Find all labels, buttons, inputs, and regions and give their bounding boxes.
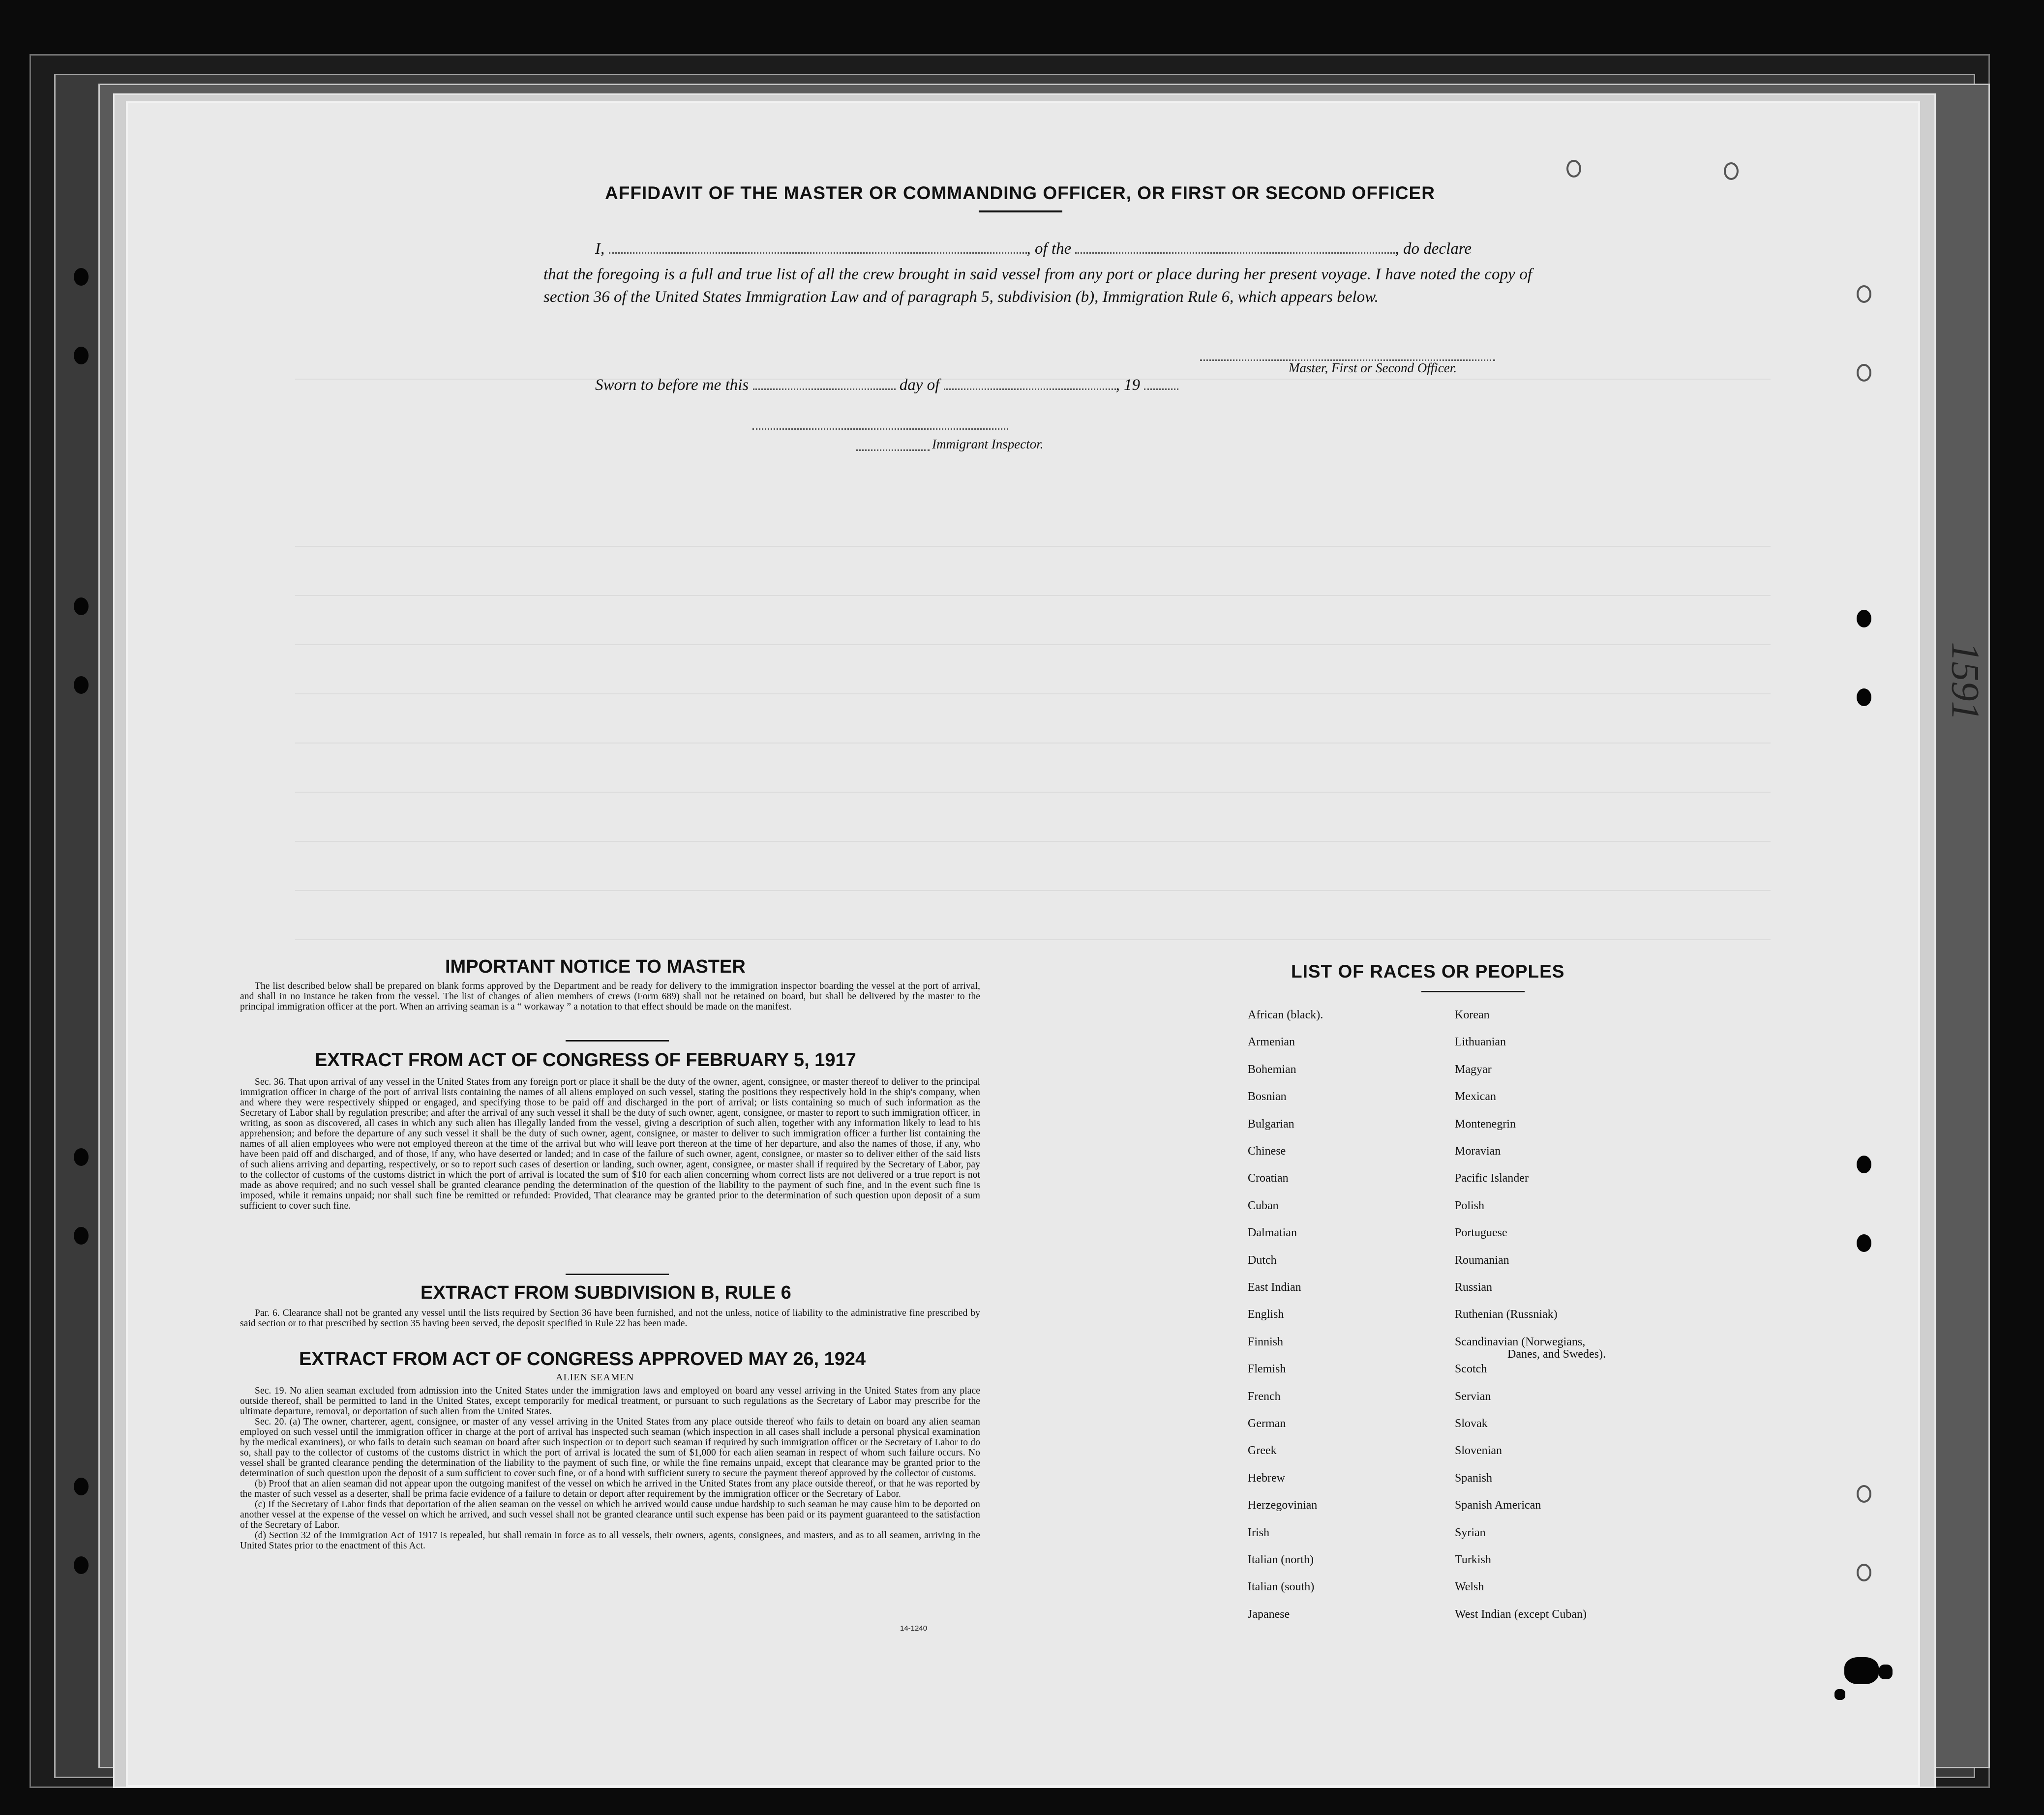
punch-hole [1857,285,1871,303]
race-item: Korean [1455,1009,1490,1021]
title-underline [979,210,1062,212]
inspector-signature-line [752,425,1008,430]
affidavit-body: that the foregoing is a full and true list of all the crew brought in said vessel from any port or place during her present voyage. I have noted the copy of section 36 of the United States Immigration Law and of paragraph 5, subdivision (b), Immigration Rule 6, which appears below. [543,266,1532,306]
extract-1917-text [240,1077,980,1211]
race-item: Japanese [1248,1607,1290,1621]
month-blank [944,386,1116,390]
punch-hole [1857,1564,1871,1581]
races-title-underline [1421,991,1525,992]
race-item: Italian (north) [1248,1553,1314,1566]
race-item: Portuguese [1455,1226,1507,1240]
affidavit-title: AFFIDAVIT OF THE MASTER OR COMMANDING OFFICER, OR FIRST OR SECOND OFFICER [605,183,1435,203]
extract-1924-title: EXTRACT FROM ACT OF CONGRESS APPROVED MAY 26, 1924 [299,1349,866,1369]
race-item: Spanish [1455,1471,1493,1485]
punch-hole [1857,1156,1871,1173]
notice-text [240,981,980,1012]
punch-hole [1857,610,1871,627]
inspector-signature-dots [856,446,930,451]
race-item: Mexican [1455,1090,1496,1103]
race-item: Armenian [1248,1036,1295,1049]
extract-1924-text [240,1386,980,1551]
race-item: Chinese [1248,1145,1286,1158]
inspector-signature-label: Immigrant Inspector. [932,437,1044,451]
race-item: Turkish [1455,1553,1491,1566]
punch-hole [74,1227,89,1245]
extract-rule6-text [240,1308,980,1329]
extract-1924-paragraph: (d) Section 32 of the Immigration Act of 1917 is repealed, but shall remain in force as to all vessels, their owners, agents, consignees, and masters, and as to all seamen, arriving in the United States prior to the enactment of this Act. [240,1530,980,1551]
race-item: Ruthenian (Russniak) [1455,1308,1558,1321]
sworn-day-of: day of [899,376,940,394]
race-item: East Indian [1248,1281,1301,1294]
extract-1924-subtitle: ALIEN SEAMEN [556,1372,634,1383]
affidavit-declaration-line [595,240,1472,258]
race-item: Magyar [1455,1063,1492,1076]
race-item: Montenegrin [1455,1117,1516,1131]
race-item: Herzegovinian [1248,1499,1318,1512]
master-signature-label: Master, First or Second Officer. [1289,360,1457,375]
ink-blot [1844,1657,1879,1684]
extract-1924-paragraph: Sec. 20. (a) The owner, charterer, agent, consignee, or master of any vessel arriving in the United States from any place outside thereof who fails to detain on board any alien seaman employed on such vessel until the immigration officer in charge at the port of arrival has inspected such seaman (which inspection in all cases shall include a personal physical examination by the medical examiners), or who fails to detain such seaman on board after such inspection or to deport such seaman if required by such immigration officer or the Secretary of Labor to do so, shall pay to the collector of customs of the customs district in which the port of arrival is located the sum of $1,000 for each alien seaman in respect of whom such failure occurs. No vessel shall be granted clearance pending the determination of the liability to the payment of such fine, or while the fine remains unpaid, except that clearance may be granted prior to the determination of such question upon the deposit of a sum sufficient to cover such fine, or of a bond with sufficient surety to secure the payment thereof approved by the collector of customs. [240,1417,980,1479]
race-item: Greek [1248,1444,1277,1458]
extract-rule6-paragraph: Par. 6. Clearance shall not be granted any vessel until the lists required by Section 36 have been furnished, and not the unless, notice of liability to the administrative fine prescribed by said section or to that prescribed by section 35 having been served, the deposit specified in Rule 22 has been made. [240,1308,980,1329]
races-title: LIST OF RACES OR PEOPLES [1291,961,1565,982]
race-item: Spanish American [1455,1499,1541,1512]
ink-blot [1879,1665,1893,1679]
race-item: Bosnian [1248,1090,1287,1103]
punch-hole [1857,1485,1871,1503]
race-item: Flemish [1248,1363,1286,1376]
punch-hole [1566,160,1581,178]
race-item: Irish [1248,1526,1269,1539]
section-divider [566,1274,669,1275]
form-number: 14-1240 [900,1624,928,1633]
day-blank [753,386,896,390]
race-item: Slovenian [1455,1444,1502,1458]
notice-paragraph: The list described below shall be prepared on blank forms approved by the Department and be ready for delivery to the immigration inspector boarding the vessel at the port of arrival, and shall in no instance be taken from the vessel. The list of changes of alien members of crews (Form 689) shall not be retained on board, but shall be delivered by the master to the principal immigration officer at the port. When an arriving seaman is a “ workaway ” a notation to that effect should be made on the manifest. [240,981,980,1012]
punch-hole [74,676,89,694]
punch-hole [1857,688,1871,706]
extract-1924-paragraph: (c) If the Secretary of Labor finds that deportation of the alien seaman on the vessel on which he arrived would cause undue hardship to such seaman he may cause him to be deported on another vessel at the expense of the vessel on which he arrived, and such vessel shall not be granted clearance until such expense has been paid or its payment guaranteed to the satisfaction of the Secretary of Labor. [240,1499,980,1530]
sworn-year: , 19 [1115,376,1141,394]
year-blank [1144,386,1178,390]
extract-1917-paragraph: Sec. 36. That upon arrival of any vessel in the United States from any foreign port or place it shall be the duty of the owner, agent, consignee, or master thereof to deliver to the principal immigration officer in charge of the port of arrival lists containing the names of all aliens employed on such vessel, stating the positions they respectively hold in the ship's company, when and where they were respectively shipped or engaged, and specifying those to be paid off and discharged in the port of arrival; or lists containing so much of such information as the Secretary of Labor shall by regulation prescribe; and after the arrival of any such vessel it shall be the duty of such owner, agent, consignee, or master to report to such immigration officer, in writing, as soon as discovered, all cases in which any such alien has illegally landed from the vessel, giving a description of such alien, together with any information likely to lead to his apprehension; and before the departure of any such vessel it shall be the duty of such owner, agent, consignee, or master to deliver to such immigration officer a further list containing the names of all alien employees who were not employed thereon at the time of the arrival but who will leave port thereon at the time of her departure, and also the names of those, if any, who have been paid off and discharged, and of those, if any, who have deserted or landed; and in case of the failure of such owner, agent, consignee, or master so to deliver either of the said lists of such aliens arriving and departing, respectively, or so to report such cases of desertion or landing, such owner, agent, consignee, or master shall if required by the Secretary of Labor, pay to the collector of customs of the customs district in which the port of arrival is located the sum of $10 for each alien concerning whom correct lists are not delivered or a true report is not made as above required; and no such vessel shall be granted clearance pending the determination of the question of the liability to the payment of such fine, and in the event such fine is imposed, while it remains unpaid; nor shall such fine be remitted or refunded: Provided, That clearance may be granted prior to the determination of such question upon deposit of a sum sufficient to cover such fine. [240,1077,980,1211]
race-item: Lithuanian [1455,1036,1506,1049]
race-item: Finnish [1248,1335,1284,1348]
race-item: Moravian [1455,1145,1501,1158]
race-item: Syrian [1455,1526,1486,1539]
race-item: Servian [1455,1390,1491,1403]
race-item: English [1248,1308,1284,1321]
race-item: Scandinavian (Norwegians, [1455,1335,1586,1348]
extract-1924-paragraph: (b) Proof that an alien seaman did not appear upon the outgoing manifest of the vessel on which he arrived in the United States from any place outside thereof, or that he was reported by the master of such vessel as a deserter, shall be prima facie evidence of a failure to detain or deport after requirement by the immigration officer or the Secretary of Labor. [240,1479,980,1499]
race-item-continuation: Danes, and Swedes). [1507,1348,1606,1361]
race-item: Polish [1455,1199,1485,1212]
punch-hole [1857,1234,1871,1252]
race-item: Scotch [1455,1363,1487,1376]
punch-hole [74,1556,89,1574]
punch-hole [1724,162,1739,180]
race-item: Welsh [1455,1580,1484,1594]
sworn-line [595,376,1178,394]
extract-1924-paragraph: Sec. 19. No alien seaman excluded from admission into the United States under the immigration laws and employed on board any vessel arriving in the United States from any place outside thereof, shall be permitted to land in the United States, except temporarily for medical treatment, or pursuant to such regulations as the Secretary of Labor may prescribe for the ultimate departure, removal, or deportation of such alien from the United States. [240,1386,980,1417]
race-item: Italian (south) [1248,1580,1315,1594]
affidavit-declare-label: , do declare [1395,240,1472,258]
extract-rule6-title: EXTRACT FROM SUBDIVISION B, RULE 6 [421,1282,791,1303]
punch-hole [1857,364,1871,382]
punch-hole [74,597,89,615]
race-item: Slovak [1455,1417,1488,1430]
punch-hole [74,1148,89,1166]
race-item: Bohemian [1248,1063,1296,1076]
affidavit-i-label: I, [595,240,605,258]
vessel-blank [1075,249,1395,254]
handwritten-margin-note: 1591 [1943,642,1987,721]
punch-hole [74,1478,89,1495]
race-item: Hebrew [1248,1471,1285,1485]
extract-1917-title: EXTRACT FROM ACT OF CONGRESS OF FEBRUARY 5, 1917 [315,1050,856,1071]
race-item: German [1248,1417,1286,1430]
notice-title: IMPORTANT NOTICE TO MASTER [445,956,746,977]
race-item: Roumanian [1455,1253,1509,1267]
ink-blot [1834,1689,1845,1700]
race-item: Russian [1455,1281,1493,1294]
race-item: Croatian [1248,1172,1289,1185]
affidavit-of-the-label: , of the [1026,240,1072,258]
race-item: Cuban [1248,1199,1279,1212]
race-item: Pacific Islander [1455,1172,1529,1185]
race-item: African (black). [1248,1009,1323,1021]
name-blank [609,249,1027,254]
punch-hole [74,268,89,286]
section-divider [566,1040,669,1041]
punch-hole [74,347,89,364]
race-item: Dutch [1248,1253,1277,1267]
race-item: Bulgarian [1248,1117,1294,1131]
race-item: French [1248,1390,1281,1403]
race-item: West Indian (except Cuban) [1455,1607,1587,1621]
sworn-prefix: Sworn to before me this [595,376,749,394]
race-item: Dalmatian [1248,1226,1297,1240]
